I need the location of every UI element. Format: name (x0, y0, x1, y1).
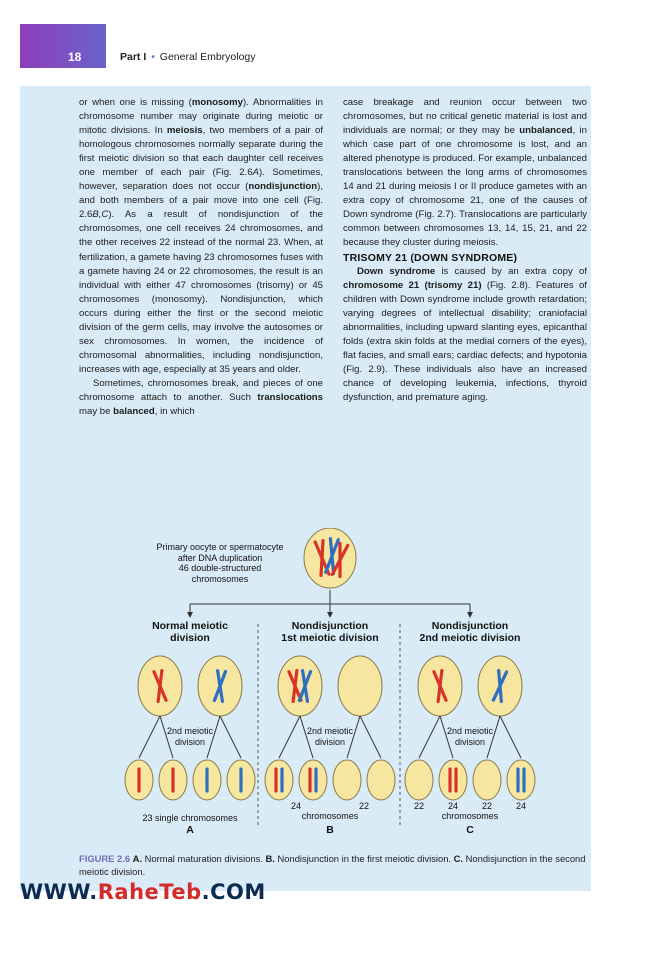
bold-term: Down syndrome (357, 265, 436, 277)
gamete-cell (333, 760, 361, 800)
chromosome-count: 24 (447, 801, 458, 811)
text-run: ). Abnormalities in chromosome number may originate during meiotic or mitotic divisions. In (79, 97, 323, 137)
text-run: ). As a result of nondisjunction of the chromosomes, one cell receives 24 chromosomes, and the other receives 22 instead of the normal 23. When, at fertilization, a gamete having 23 chromosomes fuses with a gamete having 24 or 22 chromosomes, the result is an individual with either 47 chromosomes (trisomy) or 45 chromosomes (monosomy). Nondisjunction, which occurs during either the first or the second meiotic division of the germ cells, may involve the autosomes or sex chromosomes. In women, the incidence of chromosomal abnormalities, including nondisjunction, increases with age, especially at 35 years and older. (79, 209, 323, 375)
primary-cell-label: 46 double-structured (178, 563, 262, 573)
watermark (20, 880, 266, 904)
bottom-label: chromosomes (301, 811, 359, 821)
column-title: division (170, 632, 210, 644)
text-run: or when one is missing ( (79, 97, 192, 108)
paragraph (79, 96, 323, 377)
bold-term: chromosome 21 (trisomy 21) (343, 279, 482, 291)
panel-letter: B (326, 824, 334, 836)
chromosome-count: 24 (515, 801, 526, 811)
arrow-head (187, 612, 193, 618)
figure-caption (79, 853, 589, 878)
text-run: is caused by an extra copy of (435, 265, 587, 277)
chromosome-count: 22 (481, 801, 492, 811)
gamete-cell (367, 760, 395, 800)
gamete-cell (405, 760, 433, 800)
bold-term: balanced (113, 406, 155, 418)
watermark-prefix: WWW. (20, 880, 98, 904)
panel-letter: A (186, 824, 194, 836)
primary-cell-label: after DNA duplication (177, 552, 263, 563)
text-run: , two members of a pair of homologous chromosomes normally separate during the first meiotic division so that each daughter cell receives one member of each pair (Fig. 2.6 (79, 125, 323, 179)
page-number: 18 (68, 50, 82, 64)
column-title: 1st meiotic division (281, 632, 379, 644)
page-number-tab (20, 24, 106, 68)
gamete-cell (439, 760, 467, 800)
division-label: 2nd meiotic (166, 726, 214, 736)
gamete-cell (299, 760, 327, 800)
primary-cell-label: chromosomes (191, 573, 249, 584)
column-title: Nondisjunction (291, 620, 369, 632)
division-label: 2nd meiotic (446, 726, 494, 736)
bold-term: unbalanced (519, 125, 573, 137)
primary-cell-label: Primary oocyte or spermatocyte (156, 542, 284, 552)
gamete-cell (473, 760, 501, 800)
chromosome-count: 24 (290, 801, 301, 811)
body-column-left (79, 96, 323, 419)
bold-term: meiosis (166, 125, 203, 137)
division-label: division (314, 736, 345, 747)
bold-term: C. (453, 853, 464, 864)
running-head-part: Part I (120, 51, 147, 63)
watermark-suffix: .COM (201, 880, 266, 904)
column-title: Normal meiotic (152, 620, 228, 632)
bold-term: nondisjunction (248, 181, 318, 193)
bold-term: monosomy (191, 97, 243, 108)
bottom-label: chromosomes (441, 811, 499, 821)
text-run: ). Sometimes, however, separation does not occur ( (79, 167, 323, 193)
caption-text (79, 853, 586, 877)
text-run: ), and both members of a pair move into one cell (Fig. 2.6 (79, 181, 323, 221)
chromosome-count: 22 (413, 801, 424, 811)
panel-letter: C (466, 824, 474, 836)
chromosome-count: 22 (358, 801, 369, 811)
arrow-head (327, 612, 333, 618)
watermark-brand: RaheTeb (97, 880, 202, 904)
text-run: , in which case part of one chromosome is lost, and an altered phenotype is produced. For example, unbalanced translocations between the long arms of chromosomes 14 and 21 during meiosis I or II produce gametes with an extra copy of chromosome 21, one of the causes of Down syndrome (Fig. 2.7). Translocations are particularly common between chromosomes 13, 14, 15, 21, and 22 because they cluster during meiosis. (343, 125, 587, 249)
paragraph (343, 265, 587, 405)
gamete-cell (265, 760, 293, 800)
text-run: , in which (154, 406, 195, 418)
text-run: Nondisjunction in the second meiotic division. (79, 853, 586, 877)
paragraph (343, 96, 587, 251)
bottom-label: 23 single chromosomes (142, 813, 238, 823)
bold-term: A. (132, 853, 143, 864)
figure-label: FIGURE 2.6 (79, 853, 131, 864)
secondary-cell (338, 656, 382, 716)
column-title: 2nd meiotic division (419, 632, 521, 644)
division-label: division (174, 736, 205, 747)
text-run: may be (79, 406, 114, 418)
column-title: Nondisjunction (431, 620, 509, 632)
running-head-separator: • (151, 51, 155, 63)
text-run: Sometimes, chromosomes break, and pieces of one chromosome attach to another. Such (79, 377, 323, 403)
division-label: division (454, 736, 485, 747)
bold-term: B. (265, 853, 275, 864)
running-head-section: General Embryology (159, 51, 256, 63)
paragraph (79, 377, 323, 419)
italic-term: B,C (92, 209, 109, 221)
text-run: (Fig. 2.8). Features of children with Down syndrome include growth retardation; varying degrees of intellectual disability; craniofacial abnormalities, including upward slanting eyes, epicanthal folds (extra skin folds at the medial corners of the eyes), flat facies, and small ears; cardiac defects; and hypotonia (Fig. 2.9). These individuals also have an increased chance of developing leukemia, infections, thyroid dysfunction, and premature aging. (343, 279, 587, 403)
secondary-cell (278, 656, 322, 716)
text-run: Nondisjunction in the first meiotic division. (274, 853, 454, 864)
italic-term: A (252, 167, 259, 179)
bold-term: translocations (257, 391, 323, 403)
body-column-right (343, 96, 587, 405)
running-head (120, 51, 256, 63)
section-heading: TRISOMY 21 (DOWN SYNDROME) (343, 251, 518, 264)
gamete-cell (507, 760, 535, 800)
text-run: case breakage and reunion occur between two chromosomes, but no critical genetic material is lost and individuals are normal; or they may be (343, 97, 587, 137)
division-label: 2nd meiotic (306, 726, 354, 736)
arrow-head (467, 612, 473, 618)
text-run: Normal maturation divisions. (142, 853, 266, 864)
figure-2-6 (110, 528, 570, 858)
